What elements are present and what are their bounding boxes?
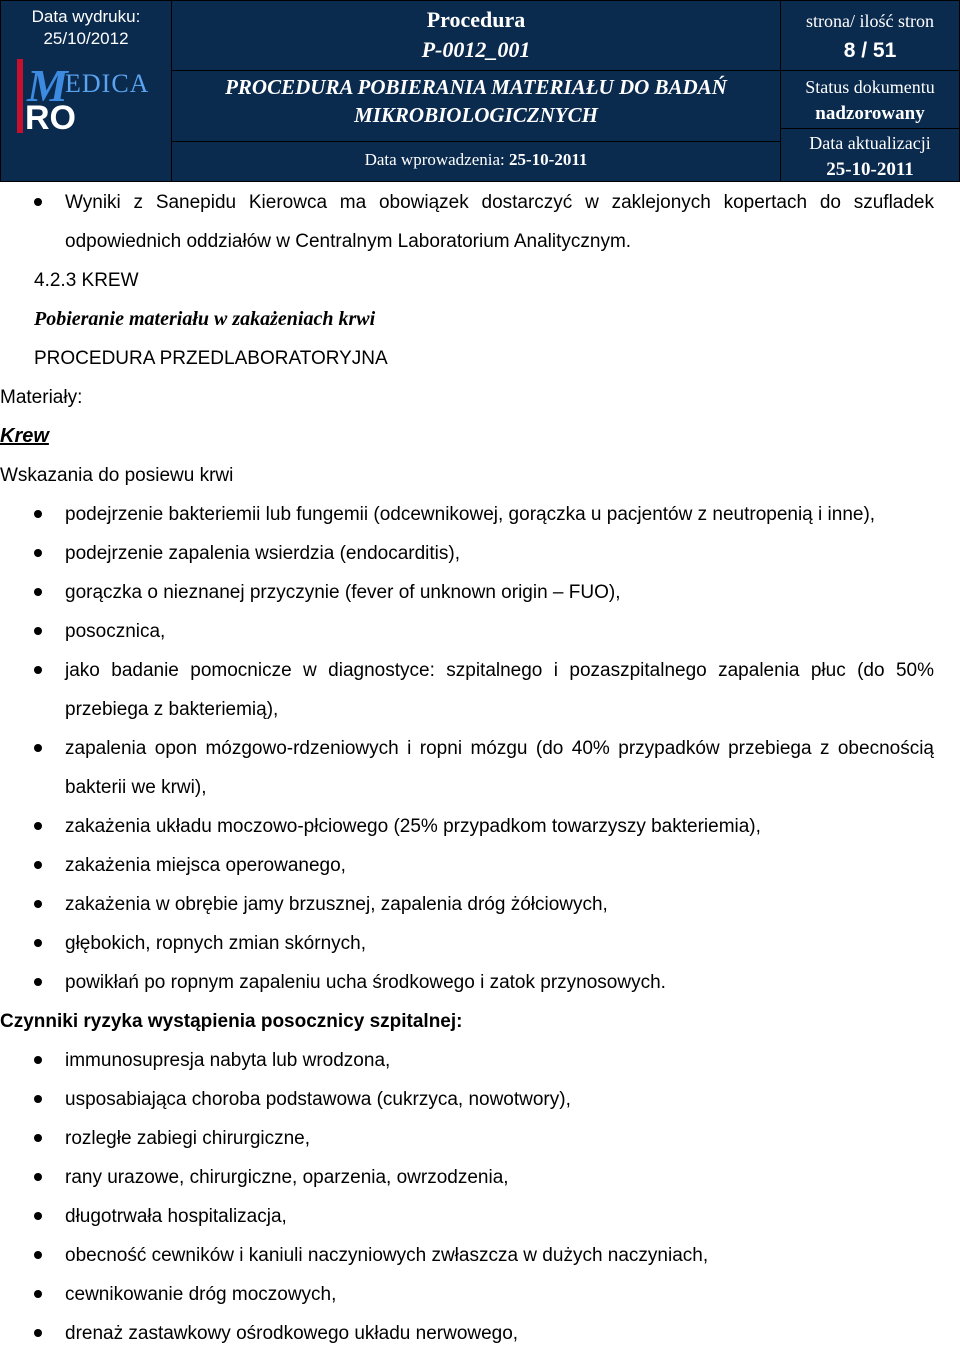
print-date-value: 25/10/2012 xyxy=(43,29,129,48)
page-count-label: strona/ ilość stron xyxy=(806,11,934,31)
logo-letters-ro: RO xyxy=(25,99,76,137)
list-item: drenaż zastawkowy ośrodkowego układu nerwowego, xyxy=(0,1314,960,1353)
list-item: zakażenia miejsca operowanego, xyxy=(0,846,960,885)
medica-logo xyxy=(13,55,163,137)
list-item: długotrwała hospitalizacja, xyxy=(0,1197,960,1236)
intro-date-value: 25-10-2011 xyxy=(509,150,588,169)
section-heading: 4.2.3 KREW xyxy=(34,270,139,291)
list-item: zapalenia opon mózgowo-rdzeniowych i ropni mózgu (do 40% przypadków przebiega z obecnością bakterii we krwi), xyxy=(0,729,960,807)
status-value: nadzorowany xyxy=(815,103,925,124)
header-title-cell xyxy=(171,70,781,142)
risk-list xyxy=(0,1041,960,1353)
procedure-code: P-0012_001 xyxy=(421,37,531,62)
list-item: podejrzenie zapalenia wsierdzia (endocarditis), xyxy=(0,534,960,573)
header-intro-date-cell xyxy=(171,141,781,182)
list-item: cewnikowanie dróg moczowych, xyxy=(0,1275,960,1314)
indications-heading: Wskazania do posiewu krwi xyxy=(0,465,234,486)
intro-list xyxy=(0,183,960,261)
document-header xyxy=(0,0,960,182)
intro-date xyxy=(172,150,780,170)
logo-letters-edica: EDICA xyxy=(65,69,150,98)
krew-label: Krew xyxy=(0,425,49,447)
indications-list xyxy=(0,495,960,1002)
list-item: Wyniki z Sanepidu Kierowca ma obowiązek dostarczyć w zaklejonych kopertach do szufladek odpowiednich oddziałów w Centralnym Laboratorium Analitycznym. xyxy=(0,183,960,261)
document-title-line1: PROCEDURA POBIERANIA MATERIAŁU DO BADAŃ xyxy=(225,75,727,99)
list-item: zakażenia układu moczowo-płciowego (25% przypadkom towarzyszy bakteriemia), xyxy=(0,807,960,846)
list-item: jako badanie pomocnicze w diagnostyce: szpitalnego i pozaszpitalnego zapalenia płuc (do 50% przebiega z bakteriemią), xyxy=(0,651,960,729)
logo-bar xyxy=(17,59,23,133)
header-print-cell xyxy=(0,0,172,182)
list-item: rany urazowe, chirurgiczne, oparzenia, owrzodzenia, xyxy=(0,1158,960,1197)
status-label: Status dokumentu xyxy=(805,77,935,97)
header-page-cell xyxy=(780,0,960,71)
update-date-value: 25-10-2011 xyxy=(826,159,914,180)
header-procedure-cell xyxy=(171,0,781,71)
document-title-line2: MIKROBIOLOGICZNYCH xyxy=(354,103,598,127)
header-update-cell xyxy=(780,128,960,182)
list-item: głębokich, ropnych zmian skórnych, xyxy=(0,924,960,963)
procedure-heading: PROCEDURA PRZEDLABORATORYJNA xyxy=(34,348,388,369)
list-item: posocznica, xyxy=(0,612,960,651)
list-item: obecność cewników i kaniuli naczyniowych zwłaszcza w dużych naczyniach, xyxy=(0,1236,960,1275)
procedure-label: Procedura xyxy=(426,7,526,32)
risk-heading: Czynniki ryzyka wystąpienia posocznicy szpitalnej: xyxy=(0,1011,463,1032)
list-item: powikłań po ropnym zapaleniu ucha środkowego i zatok przynosowych. xyxy=(0,963,960,1002)
list-item: immunosupresja nabyta lub wrodzona, xyxy=(0,1041,960,1080)
list-item: usposabiająca choroba podstawowa (cukrzyca, nowotwory), xyxy=(0,1080,960,1119)
document-body xyxy=(0,183,960,1353)
page-count-value: 8 / 51 xyxy=(843,39,897,62)
list-item: rozległe zabiegi chirurgiczne, xyxy=(0,1119,960,1158)
update-date-label: Data aktualizacji xyxy=(809,133,931,153)
list-item: zakażenia w obrębie jamy brzusznej, zapalenia dróg żółciowych, xyxy=(0,885,960,924)
logo-letter-m: M xyxy=(27,60,68,111)
list-item: podejrzenie bakteriemii lub fungemii (odcewnikowej, gorączka u pacjentów z neutropenią i inne), xyxy=(0,495,960,534)
list-item: gorączka o nieznanej przyczynie (fever of unknown origin – FUO), xyxy=(0,573,960,612)
materials-label: Materiały: xyxy=(0,387,83,408)
print-date-label: Data wydruku: xyxy=(31,7,141,26)
header-status-cell xyxy=(780,70,960,129)
intro-date-label: Data wprowadzenia: xyxy=(364,150,505,169)
section-subtitle: Pobieranie materiału w zakażeniach krwi xyxy=(34,308,376,330)
